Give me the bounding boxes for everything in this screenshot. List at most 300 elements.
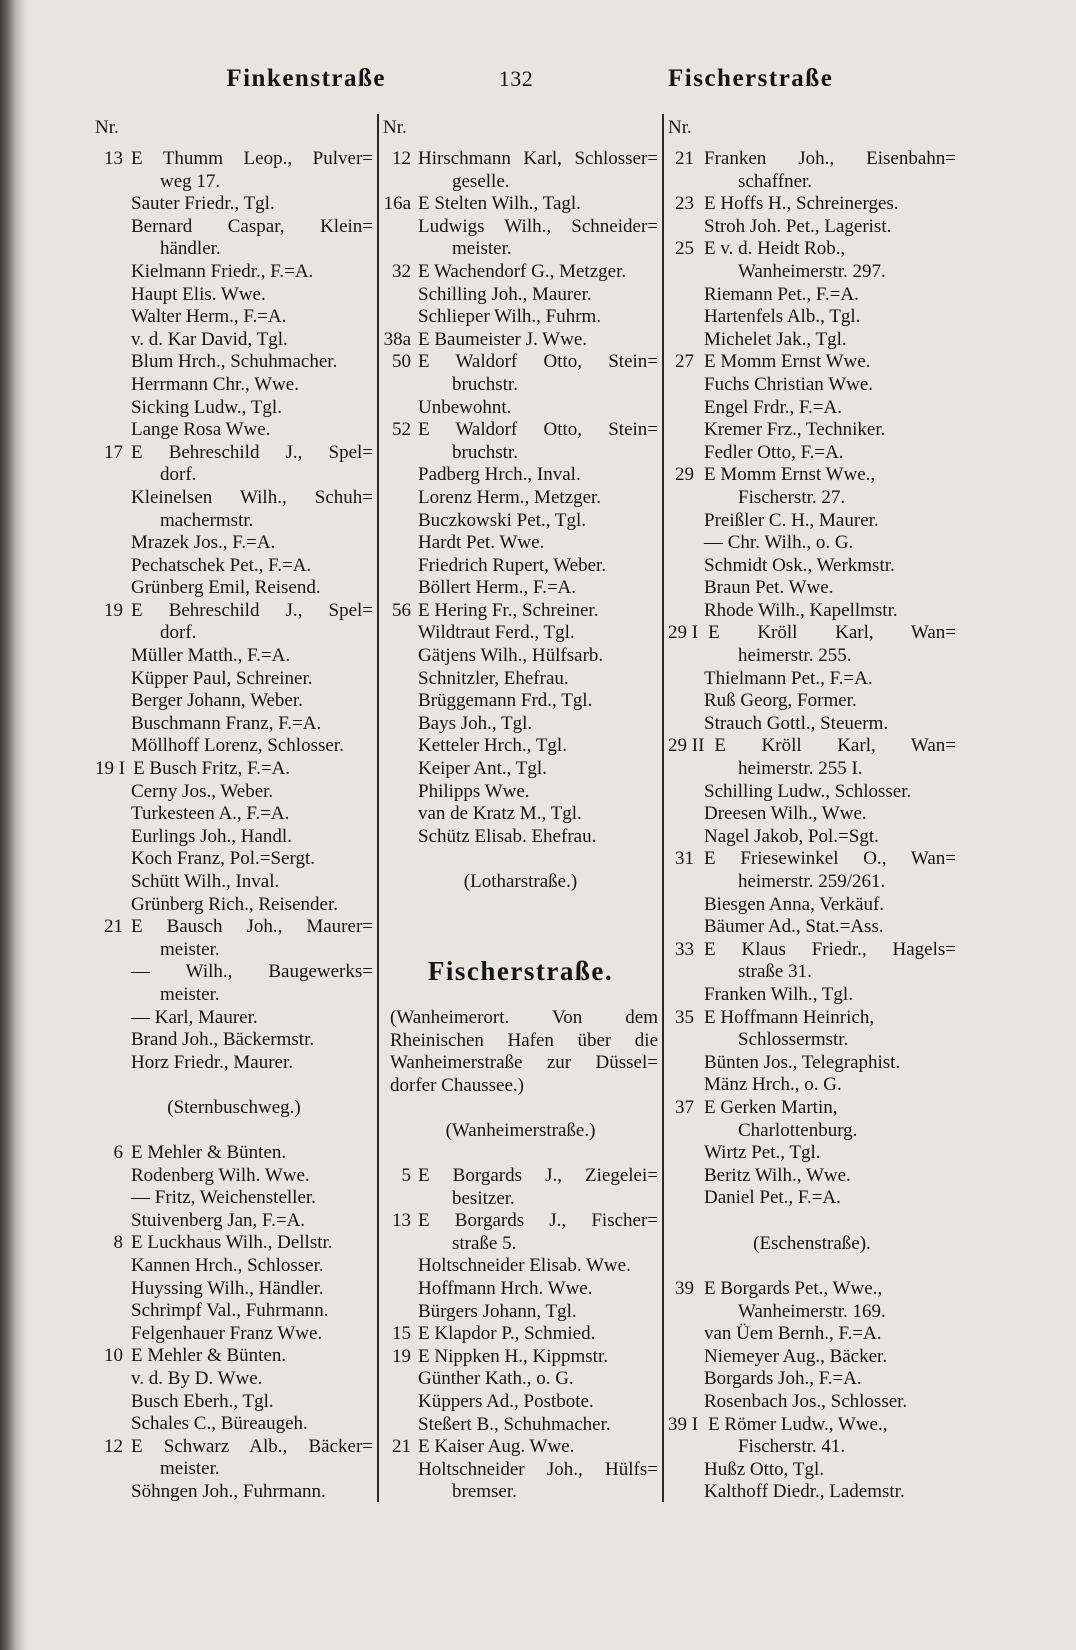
page-gutter-shadow [0,0,28,1650]
entry-line [668,1459,956,1482]
entry-line [95,826,373,849]
entry-line [668,510,956,533]
entry-line [668,1142,956,1165]
resident-entry-text: Borgards Joh., F.=A. [704,1368,862,1390]
entry-line [383,397,658,420]
entry-line [383,1323,658,1346]
resident-entry-text: E Momm Ernst Wwe., [704,464,876,486]
resident-entry-text: Schilling Joh., Maurer. [418,283,592,305]
house-number: 8 [113,1232,123,1254]
entry-line [383,622,658,645]
entry-line [95,1413,373,1436]
entry-line [668,284,956,307]
resident-entry-text: E Baumeister J. Wwe. [418,328,588,350]
resident-entry-text: E Busch Fritz, F.=A. [133,758,291,780]
resident-entry-text: Franken Joh., Eisenbahn= [704,148,956,169]
entry-line [95,555,373,578]
entry-continuation-line [95,622,373,645]
street-description-line: Rheinischen Hafen über die [390,1029,658,1051]
entry-list [383,148,658,848]
entry-line [668,1074,956,1097]
resident-entry-text: Franken Wilh., Tgl. [704,983,853,1005]
resident-entry-text: Bürgers Johann, Tgl. [418,1300,577,1322]
resident-entry-text: Lange Rosa Wwe. [131,419,271,441]
entry-line [95,668,373,691]
entry-line [383,1391,658,1414]
entry-line [668,1187,956,1210]
house-number: 13 [392,1210,411,1232]
resident-entry-text: E Wachendorf G., Metzger. [418,260,627,282]
resident-entry-continuation: Charlottenburg. [738,1119,858,1141]
entry-line [668,216,956,239]
house-number: 19 [104,599,123,621]
resident-entry-text: Strauch Gottl., Steuerm. [704,712,889,734]
entry-line [668,442,956,465]
resident-entry-text: Brüggemann Frd., Tgl. [418,690,593,712]
entry-line [383,193,658,216]
resident-entry-text: Keiper Ant., Tgl. [418,758,547,780]
entry-line [95,1481,373,1504]
resident-entry-text: Küppers Ad., Postbote. [418,1390,594,1412]
entry-line [383,329,658,352]
entry-line [95,1187,373,1210]
entry-line [383,351,658,374]
resident-entry-text: Schilling Ludw., Schlosser. [704,780,912,802]
entry-line [668,238,956,261]
resident-entry-text: E Kröll Karl, Wan= [708,622,956,644]
resident-entry-text: Hardt Pet. Wwe. [418,532,545,554]
entry-line [95,848,373,871]
house-number: 6 [113,1142,123,1163]
resident-entry-text: v. d. Kar David, Tgl. [131,328,288,350]
resident-entry-continuation: Wanheimerstr. 297. [738,260,886,282]
resident-entry-text: E Behreschild J., Spel= [131,441,373,463]
resident-entry-text: Bäumer Ad., Stat.=Ass. [704,916,884,938]
entry-continuation-line [95,171,373,194]
number-column-label: Nr. [383,117,407,138]
resident-entry-text: Holtschneider Joh., Hülfs= [418,1458,658,1480]
house-number: 56 [392,599,411,621]
entry-line [383,510,658,533]
resident-entry-text: E Hoffs H., Schreinerges. [704,193,899,215]
entry-line [383,735,658,758]
entry-line [383,284,658,307]
resident-entry-text: Pechatschek Pet., F.=A. [131,554,312,576]
resident-entry-text: E Klaus Friedr., Hagels= [704,938,956,960]
entry-line [668,600,956,623]
column-2 [383,0,658,1520]
house-number: 23 [675,193,694,215]
resident-entry-text: Wirtz Pet., Tgl. [704,1142,821,1164]
resident-entry-text: Mänz Hrch., o. G. [704,1074,842,1096]
entry-continuation-line [668,171,956,194]
resident-entry-text: E Gerken Martin, [704,1096,838,1118]
resident-entry-text: E Hoffmann Heinrich, [704,1006,875,1028]
resident-entry-text: Turkesteen A., F.=A. [131,803,290,825]
entry-line [95,148,373,171]
resident-entry-text: Daniel Pet., F.=A. [704,1187,841,1209]
resident-entry-text: Walter Herm., F.=A. [131,306,287,328]
resident-entry-text: Möllhoff Lorenz, Schlosser. [131,735,344,757]
entry-continuation-line [95,984,373,1007]
resident-entry-text: van de Kratz M., Tgl. [418,803,582,825]
resident-entry-continuation: Fischerstr. 41. [738,1436,846,1458]
entry-line [668,193,956,216]
house-number: 33 [675,938,694,960]
entry-line [95,577,373,600]
entry-continuation-line [383,171,658,194]
street-description [390,1007,658,1097]
entry-line [95,1029,373,1052]
page-number: 132 [498,66,534,91]
resident-entry-text: Rodenberg Wilh. Wwe. [131,1164,310,1186]
entry-line [668,555,956,578]
entry-line [383,464,658,487]
entry-line [95,1278,373,1301]
entry-line [668,351,956,374]
resident-entry-text: Riemann Pet., F.=A. [704,283,859,305]
entry-line [668,397,956,420]
entry-line [95,690,373,713]
entry-continuation-line [383,1481,658,1504]
entry-line [95,397,373,420]
house-number: 10 [104,1345,123,1367]
entry-line [95,803,373,826]
entry-line [95,1232,373,1255]
resident-entry-text: E Thumm Leop., Pulver= [131,148,373,169]
resident-entry-text: Gätjens Wilh., Hülfsarb. [418,645,604,667]
resident-entry-continuation: meister. [160,983,220,1005]
resident-entry-text: Schütz Elisab. Ehefrau. [418,825,597,847]
entry-line [383,713,658,736]
entry-line [383,1368,658,1391]
number-column-label: Nr. [668,117,692,138]
resident-entry-text: Kleinelsen Wilh., Schuh= [131,486,373,508]
entry-line [95,735,373,758]
entry-continuation-line [668,961,956,984]
entry-line [668,577,956,600]
resident-entry-text: E Waldorf Otto, Stein= [418,351,658,373]
entry-continuation-line [95,464,373,487]
entry-line [383,781,658,804]
resident-entry-text: E Schwarz Alb., Bäcker= [131,1435,373,1457]
resident-entry-text: Fedler Otto, F.=A. [704,441,844,463]
entry-line [668,939,956,962]
entry-line [668,803,956,826]
entry-line [383,1459,658,1482]
resident-entry-text: Ruß Georg, Former. [704,690,857,712]
resident-entry-text: E Behreschild J., Spel= [131,599,373,621]
resident-entry-text: Schütt Wilh., Inval. [131,871,280,892]
entry-line [95,284,373,307]
entry-line [383,826,658,849]
entry-line [383,600,658,623]
resident-entry-text: E Stelten Wilh., Tagl. [418,193,581,215]
entry-line [95,1300,373,1323]
entry-continuation-line [383,1188,658,1211]
resident-entry-text: E Borgards J., Fischer= [418,1210,658,1232]
house-number: 35 [675,1006,694,1028]
entry-line [383,1278,658,1301]
house-number: 21 [392,1436,411,1458]
column-1 [95,0,373,1520]
resident-entry-text: Schales C., Büreaugeh. [131,1413,308,1435]
resident-entry-continuation: straße 5. [452,1232,517,1254]
resident-entry-text: Bünten Jos., Telegraphist. [704,1051,901,1073]
street-crossing-label: (Lotharstraße.) [463,871,578,892]
resident-entry-text: Huyssing Wilh., Händler. [131,1277,324,1299]
street-description-line: dorfer Chaussee.) [390,1074,525,1096]
entry-line [383,1346,658,1369]
resident-entry-continuation: bremser. [452,1481,517,1503]
house-number: 5 [401,1165,411,1186]
resident-entry-text: Philipps Wwe. [418,780,530,802]
resident-entry-text: Schrimpf Val., Fuhrmann. [131,1300,329,1322]
resident-entry-text: Kremer Frz., Techniker. [704,419,886,441]
resident-entry-text: Lorenz Herm., Metzger. [418,486,602,508]
entry-line [383,1436,658,1459]
entry-line [668,1097,956,1120]
entry-line [668,532,956,555]
resident-entry-continuation: heimerstr. 255 I. [738,758,863,780]
entry-continuation-line [383,238,658,261]
entry-line [668,1368,956,1391]
entry-line [95,1391,373,1414]
house-number: 50 [392,351,411,373]
resident-entry-continuation: bruchstr. [452,373,518,395]
entry-continuation-line [668,1120,956,1143]
entry-line [383,668,658,691]
street-crossing-label: (Sternbuschweg.) [167,1097,301,1118]
entry-line [383,690,658,713]
entry-line [95,1323,373,1346]
entry-line [383,1301,658,1324]
resident-entry-text: Sauter Friedr., Tgl. [131,193,275,215]
resident-entry-text: E Borgards Pet., Wwe., [704,1278,883,1299]
resident-entry-text: Cerny Jos., Weber. [131,780,274,802]
resident-entry-text: Wildtraut Ferd., Tgl. [418,622,575,644]
resident-entry-continuation: straße 31. [738,961,812,983]
resident-entry-text: Hoffmann Hrch. Wwe. [418,1277,593,1299]
resident-entry-text: — Chr. Wilh., o. G. [704,532,854,554]
entry-list [95,148,373,1074]
house-number: 12 [392,148,411,169]
resident-entry-text: Fuchs Christian Wwe. [704,373,874,395]
house-number: 29 [675,464,694,486]
resident-entry-continuation: dorf. [160,622,197,644]
entry-line [383,1414,658,1437]
entry-line [383,148,658,171]
entry-line [668,1007,956,1030]
resident-entry-continuation: heimerstr. 259/261. [738,871,886,892]
resident-entry-continuation: besitzer. [452,1187,515,1209]
entry-line [383,487,658,510]
entry-line [95,1007,373,1030]
resident-entry-text: — Wilh., Baugewerks= [131,961,373,983]
resident-entry-continuation: schaffner. [738,170,813,192]
entry-line [95,1255,373,1278]
entry-line [668,1481,956,1504]
resident-entry-text: v. d. By D. Wwe. [131,1367,263,1389]
resident-entry-text: Rosenbach Jos., Schlosser. [704,1390,908,1412]
house-number: 39 [675,1278,694,1299]
entry-line [95,193,373,216]
house-number: 39 I [668,1413,699,1435]
resident-entry-text: Buschmann Franz, F.=A. [131,712,322,734]
resident-entry-text: van Üem Bernh., F.=A. [704,1323,882,1345]
resident-entry-text: Haupt Elis. Wwe. [131,283,266,305]
resident-entry-text: Bays Joh., Tgl. [418,712,533,734]
resident-entry-text: Unbewohnt. [418,396,512,418]
entry-line [383,555,658,578]
resident-entry-text: Stroh Joh. Pet., Lagerist. [704,215,892,237]
entry-line [95,600,373,623]
entry-list [95,1142,373,1504]
resident-entry-continuation: Wanheimerstr. 169. [738,1300,886,1322]
house-number: 52 [392,419,411,441]
resident-entry-text: Sicking Ludw., Tgl. [131,396,282,418]
resident-entry-text: E Borgards J., Ziegelei= [418,1165,658,1186]
entry-line [668,622,956,645]
resident-entry-text: E Nippken H., Kippmstr. [418,1345,608,1367]
resident-entry-text: Hartenfels Alb., Tgl. [704,306,861,328]
entry-continuation-line [668,487,956,510]
house-number: 31 [675,848,694,870]
resident-entry-text: E Waldorf Otto, Stein= [418,419,658,441]
house-number: 29 II [668,735,705,757]
column-rule [662,114,664,1502]
entry-line [668,306,956,329]
entry-line [95,1345,373,1368]
resident-entry-text: E Klapdor P., Schmied. [418,1323,596,1345]
entry-line [668,1278,956,1301]
house-number: 38a [383,328,411,350]
resident-entry-text: — Fritz, Weichensteller. [131,1187,316,1209]
resident-entry-text: Schnitzler, Ehefrau. [418,667,569,689]
resident-entry-text: Böllert Herm., F.=A. [418,577,577,599]
resident-entry-text: E Momm Ernst Wwe. [704,351,871,373]
entry-line [668,735,956,758]
resident-entry-continuation: händler. [160,238,221,260]
resident-entry-text: Michelet Jak., Tgl. [704,328,847,350]
resident-entry-text: Küpper Paul, Schreiner. [131,667,313,689]
resident-entry-text: Eurlings Joh., Handl. [131,825,292,847]
house-number: 12 [104,1435,123,1457]
house-number: 25 [675,238,694,260]
resident-entry-continuation: machermstr. [160,509,254,531]
resident-entry-text: Nagel Jakob, Pol.=Sgt. [704,825,879,847]
entry-line [95,1436,373,1459]
resident-entry-text: — Karl, Maurer. [131,1006,258,1028]
resident-entry-continuation: weg 17. [160,170,221,192]
house-number: 29 I [668,622,699,644]
resident-entry-text: Schlieper Wilh., Fuhrm. [418,306,602,328]
resident-entry-text: Hußz Otto, Tgl. [704,1458,824,1480]
resident-entry-text: Stuivenberg Jan, F.=A. [131,1209,306,1231]
entry-line [95,442,373,465]
entry-line [95,1165,373,1188]
resident-entry-text: Ketteler Hrch., Tgl. [418,735,567,757]
resident-entry-text: Kannen Hrch., Schlosser. [131,1254,324,1276]
resident-entry-text: Thielmann Pet., F.=A. [704,667,873,689]
entry-line [668,1323,956,1346]
entry-line [383,758,658,781]
entry-line [383,306,658,329]
resident-entry-text: Horz Friedr., Maurer. [131,1051,293,1073]
resident-entry-text: Dreesen Wilh., Wwe. [704,803,867,825]
resident-entry-text: Busch Eberh., Tgl. [131,1390,274,1412]
resident-entry-text: E Luckhaus Wilh., Dellstr. [131,1232,333,1254]
entry-line [95,261,373,284]
resident-entry-text: Berger Johann, Weber. [131,690,303,712]
entry-line [383,532,658,555]
entry-continuation-line [383,1233,658,1256]
house-number: 16a [383,193,411,215]
resident-entry-text: E Friesewinkel O., Wan= [704,848,956,870]
resident-entry-continuation: meister. [452,238,512,260]
entry-line [668,1165,956,1188]
entry-line [95,758,373,781]
resident-entry-text: Koch Franz, Pol.=Sergt. [131,848,315,870]
entry-list [668,1278,956,1504]
street-crossing-label: (Eschenstraße). [753,1233,871,1254]
resident-entry-text: Schmidt Osk., Werkmstr. [704,554,895,576]
resident-entry-text: Blum Hrch., Schuhmacher. [131,351,338,373]
house-number: 27 [675,351,694,373]
entry-line [668,848,956,871]
resident-entry-text: Bernard Caspar, Klein= [131,215,373,237]
resident-entry-text: Buczkowski Pet., Tgl. [418,509,587,531]
house-number: 21 [104,916,123,938]
entry-line [95,1052,373,1075]
house-number: 19 I [95,758,126,780]
entry-line [668,148,956,171]
entry-line [383,1255,658,1278]
entry-line [668,713,956,736]
entry-line [383,645,658,668]
entry-line [668,668,956,691]
entry-line [668,826,956,849]
entry-line [383,803,658,826]
entry-continuation-line [668,1301,956,1324]
resident-entry-text: Hirschmann Karl, Schlosser= [418,148,658,169]
entry-line [95,419,373,442]
entry-line [668,419,956,442]
resident-entry-text: Kielmann Friedr., F.=A. [131,260,314,282]
entry-line [383,1210,658,1233]
resident-entry-text: Padberg Hrch., Inval. [418,464,581,486]
house-number: 13 [104,148,123,169]
house-number: 37 [675,1096,694,1118]
entry-line [668,374,956,397]
street-description-line: Wanheimerstraße zur Düssel= [390,1052,658,1074]
entry-line [383,216,658,239]
resident-entry-continuation: heimerstr. 255. [738,645,852,667]
resident-entry-text: Steßert B., Schuhmacher. [418,1413,611,1435]
house-number: 17 [104,441,123,463]
resident-entry-text: Beritz Wilh., Wwe. [704,1164,851,1186]
resident-entry-text: Grünberg Rich., Reisender. [131,893,339,915]
entry-continuation-line [668,261,956,284]
resident-entry-continuation: geselle. [452,170,510,192]
running-head-right: Fischerstraße [668,65,834,92]
resident-entry-text: Biesgen Anna, Verkäuf. [704,893,885,915]
entry-line [95,216,373,239]
entry-line [668,1391,956,1414]
entry-line [668,781,956,804]
entry-line [95,1142,373,1165]
resident-entry-text: Felgenhauer Franz Wwe. [131,1322,323,1344]
